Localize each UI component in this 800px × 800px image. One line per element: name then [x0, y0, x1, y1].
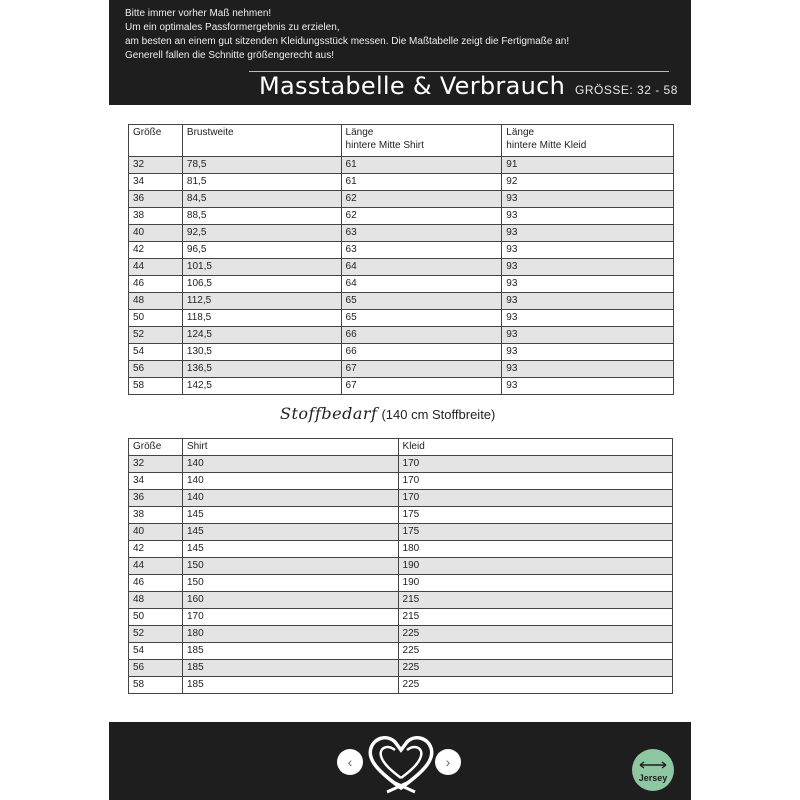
fabric-title: Stoffbedarf [280, 404, 378, 423]
table-cell: 145 [182, 524, 398, 541]
table-cell: 34 [129, 473, 183, 490]
table-cell: 38 [129, 208, 183, 225]
size-range: GRÖSSE: 32 - 58 [575, 83, 678, 97]
table-cell: 190 [398, 575, 672, 592]
size-table-row [129, 276, 674, 293]
table-cell: 130,5 [182, 344, 341, 361]
table-cell: 93 [502, 344, 674, 361]
table-cell: 225 [398, 626, 672, 643]
size-table-row [129, 361, 674, 378]
size-table-row [129, 191, 674, 208]
table-cell: 81,5 [182, 174, 341, 191]
badge-label: Jersey [638, 773, 668, 783]
table-cell: 42 [129, 242, 183, 259]
table-cell: 40 [129, 524, 183, 541]
footer-banner [109, 722, 691, 800]
table-cell: 54 [129, 643, 183, 660]
fabric-table-row [129, 558, 673, 575]
table-cell: 32 [129, 157, 183, 174]
table-cell: 170 [182, 609, 398, 626]
table-cell: 118,5 [182, 310, 341, 327]
table-cell: 215 [398, 609, 672, 626]
table-cell: 65 [341, 293, 502, 310]
table-cell: 50 [129, 310, 183, 327]
table-cell: 140 [182, 456, 398, 473]
table-cell: 40 [129, 225, 183, 242]
size-table-row [129, 174, 674, 191]
table-cell: 145 [182, 541, 398, 558]
intro-line: Bitte immer vorher Maß nehmen! [125, 8, 272, 19]
table-cell: 61 [341, 174, 502, 191]
table-cell: 150 [182, 575, 398, 592]
table-cell: 93 [502, 242, 674, 259]
table-cell: 48 [129, 592, 183, 609]
size-table-row [129, 259, 674, 276]
fabric-table-row [129, 643, 673, 660]
size-table-row [129, 225, 674, 242]
fabric-table-row [129, 660, 673, 677]
table-cell: 65 [341, 310, 502, 327]
table-cell: 93 [502, 293, 674, 310]
table-cell: 93 [502, 378, 674, 395]
table-cell: 180 [182, 626, 398, 643]
fabric-table [128, 438, 673, 694]
intro-line: Um ein optimales Passformergebnis zu erzielen, [125, 22, 340, 33]
table-cell: 93 [502, 191, 674, 208]
header-cell-dress: Kleid [398, 439, 672, 456]
table-cell: 46 [129, 276, 183, 293]
fabric-heading [280, 404, 495, 424]
table-cell: 62 [341, 191, 502, 208]
table-cell: 91 [502, 157, 674, 174]
table-cell: 67 [341, 378, 502, 395]
table-cell: 225 [398, 643, 672, 660]
table-cell: 112,5 [182, 293, 341, 310]
table-cell: 58 [129, 677, 183, 694]
size-table-row [129, 327, 674, 344]
fabric-table-row [129, 592, 673, 609]
fabric-table-row [129, 456, 673, 473]
table-cell: 92,5 [182, 225, 341, 242]
size-table-row [129, 310, 674, 327]
table-cell: 142,5 [182, 378, 341, 395]
table-cell: 48 [129, 293, 183, 310]
table-cell: 42 [129, 541, 183, 558]
intro-line: Generell fallen die Schnitte größengerecht aus! [125, 50, 335, 61]
table-cell: 88,5 [182, 208, 341, 225]
table-cell: 63 [341, 225, 502, 242]
chevron-right-icon: › [445, 754, 451, 770]
table-cell: 66 [341, 344, 502, 361]
table-cell: 101,5 [182, 259, 341, 276]
table-cell: 46 [129, 575, 183, 592]
previous-button[interactable] [337, 749, 363, 775]
table-cell: 93 [502, 276, 674, 293]
size-table-header [129, 125, 674, 157]
table-cell: 175 [398, 524, 672, 541]
fabric-table-row [129, 609, 673, 626]
fabric-table-row [129, 626, 673, 643]
heart-logo-icon [365, 732, 437, 794]
header-cell-size: Größe [129, 125, 183, 157]
table-cell: 34 [129, 174, 183, 191]
table-cell: 32 [129, 456, 183, 473]
table-cell: 180 [398, 541, 672, 558]
table-cell: 63 [341, 242, 502, 259]
fabric-table-row [129, 524, 673, 541]
table-cell: 93 [502, 225, 674, 242]
table-cell: 44 [129, 558, 183, 575]
size-table-row [129, 378, 674, 395]
table-cell: 170 [398, 490, 672, 507]
fabric-table-row [129, 473, 673, 490]
header-cell-size: Größe [129, 439, 183, 456]
page-title: Masstabelle & Verbrauch [259, 72, 566, 100]
fabric-table-header [129, 439, 673, 456]
size-table-row [129, 208, 674, 225]
table-cell: 136,5 [182, 361, 341, 378]
table-cell: 36 [129, 490, 183, 507]
table-cell: 84,5 [182, 191, 341, 208]
table-cell: 106,5 [182, 276, 341, 293]
size-table-row [129, 293, 674, 310]
table-cell: 96,5 [182, 242, 341, 259]
header-cell-shirt: Shirt [182, 439, 398, 456]
table-cell: 56 [129, 660, 183, 677]
table-cell: 36 [129, 191, 183, 208]
table-cell: 52 [129, 327, 183, 344]
table-cell: 225 [398, 660, 672, 677]
table-cell: 56 [129, 361, 183, 378]
table-cell: 170 [398, 473, 672, 490]
table-cell: 124,5 [182, 327, 341, 344]
table-cell: 64 [341, 259, 502, 276]
fabric-table-row [129, 575, 673, 592]
table-cell: 150 [182, 558, 398, 575]
header-cell-chest: Brustweite [182, 125, 341, 157]
table-cell: 190 [398, 558, 672, 575]
table-cell: 185 [182, 643, 398, 660]
next-button[interactable] [435, 749, 461, 775]
table-cell: 64 [341, 276, 502, 293]
table-cell: 93 [502, 310, 674, 327]
table-cell: 62 [341, 208, 502, 225]
table-cell: 140 [182, 473, 398, 490]
size-table-row [129, 242, 674, 259]
jersey-badge [631, 748, 675, 792]
table-cell: 93 [502, 327, 674, 344]
table-cell: 175 [398, 507, 672, 524]
size-table-row [129, 344, 674, 361]
table-cell: 67 [341, 361, 502, 378]
table-cell: 185 [182, 677, 398, 694]
table-cell: 185 [182, 660, 398, 677]
header-banner [109, 0, 691, 105]
table-cell: 52 [129, 626, 183, 643]
header-cell-shirt-length: Länge hintere Mitte Shirt [341, 125, 502, 157]
table-cell: 54 [129, 344, 183, 361]
table-cell: 58 [129, 378, 183, 395]
intro-line: am besten an einem gut sitzenden Kleidungsstück messen. Die Maßtabelle zeigt die Fertigmaße an! [125, 36, 570, 47]
table-cell: 50 [129, 609, 183, 626]
table-cell: 170 [398, 456, 672, 473]
table-cell: 160 [182, 592, 398, 609]
fabric-table-row [129, 677, 673, 694]
fabric-table-row [129, 490, 673, 507]
fabric-subtitle: (140 cm Stoffbreite) [381, 407, 496, 422]
size-table [128, 124, 674, 395]
table-cell: 78,5 [182, 157, 341, 174]
header-cell-dress-length: Länge hintere Mitte Kleid [502, 125, 674, 157]
table-cell: 145 [182, 507, 398, 524]
table-cell: 225 [398, 677, 672, 694]
table-cell: 38 [129, 507, 183, 524]
table-cell: 93 [502, 361, 674, 378]
table-cell: 66 [341, 327, 502, 344]
fabric-table-row [129, 541, 673, 558]
table-cell: 140 [182, 490, 398, 507]
intro-text [125, 7, 569, 63]
table-cell: 92 [502, 174, 674, 191]
table-cell: 215 [398, 592, 672, 609]
fabric-table-row [129, 507, 673, 524]
table-cell: 93 [502, 208, 674, 225]
chevron-left-icon: ‹ [347, 754, 353, 770]
table-cell: 44 [129, 259, 183, 276]
table-cell: 61 [341, 157, 502, 174]
size-table-row [129, 157, 674, 174]
table-cell: 93 [502, 259, 674, 276]
